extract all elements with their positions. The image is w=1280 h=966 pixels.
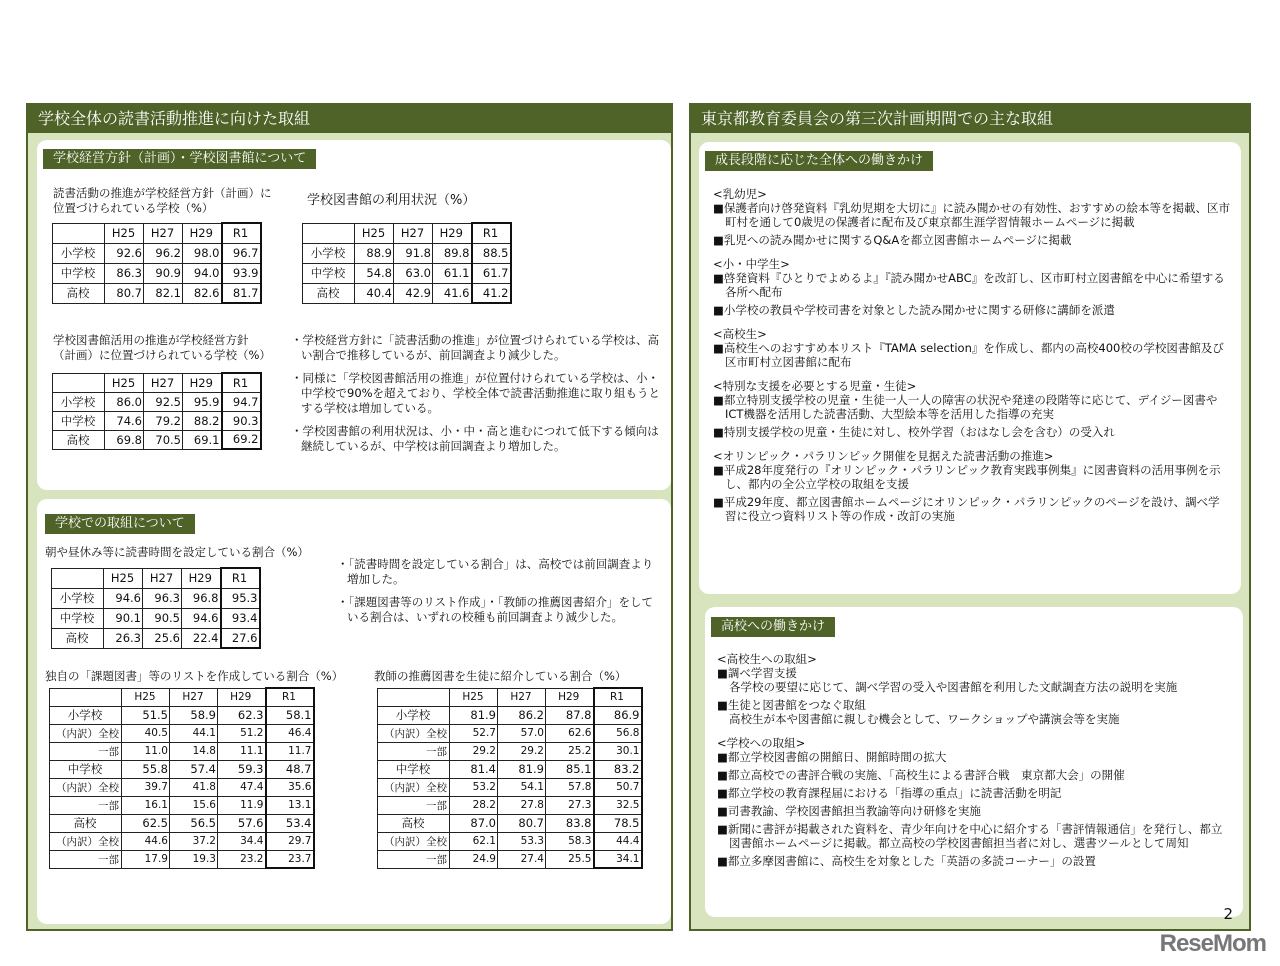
table-caption: 学校図書館の利用状況（%）: [307, 193, 476, 208]
table-cell: 92.5: [144, 392, 183, 411]
table-cell: 58.1: [266, 706, 314, 724]
item-group: [717, 652, 1233, 726]
table-cell: 96.7: [222, 243, 261, 263]
table-cell: 58.9: [170, 706, 218, 724]
table-cell: 30.1: [594, 742, 642, 760]
table-cell: 90.3: [222, 411, 261, 430]
table-cell: 57.4: [170, 760, 218, 778]
table-cell: 86.2: [498, 706, 546, 724]
row-label: 小学校: [378, 706, 450, 724]
table-row: [378, 778, 642, 796]
teacher-recommend-table: [377, 687, 643, 869]
table-cell: 24.9: [450, 850, 498, 868]
table-cell: 90.1: [104, 608, 143, 628]
table-cell: 80.7: [498, 814, 546, 832]
row-label: 一部: [378, 796, 450, 814]
table-cell: 17.9: [122, 850, 170, 868]
resemom-logo: ReseMom: [1159, 930, 1266, 957]
row-label: 高校: [52, 628, 104, 648]
table-cell: 27.4: [498, 850, 546, 868]
table-cell: 15.6: [170, 796, 218, 814]
table-cell: 79.2: [144, 411, 183, 430]
table-cell: 94.6: [182, 608, 221, 628]
left-panel-title: 学校全体の読書活動推進に向けた取組: [28, 105, 671, 133]
table-cell: 62.6: [546, 724, 594, 742]
table-cell: 37.2: [170, 832, 218, 850]
table-cell: 27.6: [221, 628, 260, 648]
row-label: 高校: [50, 814, 122, 832]
table-cell: 11.0: [122, 742, 170, 760]
column-header: [53, 223, 105, 243]
column-header: [52, 568, 104, 588]
table-caption: 学校図書館活用の推進が学校経営方針 （計画）に位置づけられている学校（%）: [53, 333, 271, 362]
table-cell: 52.7: [450, 724, 498, 742]
table-cell: 23.7: [266, 850, 314, 868]
table-cell: 41.2: [472, 283, 511, 303]
column-header: [378, 688, 450, 706]
list-item: ■司書教諭、学校図書館担当教諭等向け研修を実施: [717, 804, 981, 818]
row-label: 一部: [50, 742, 122, 760]
group-heading: <高校生>: [713, 327, 767, 341]
table-row: [378, 796, 642, 814]
list-item: ■特別支援学校の児童・生徒に対し、校外学習（おはなし会を含む）の受入れ: [713, 425, 1115, 439]
table-row: [303, 263, 511, 283]
column-header: H25: [122, 688, 170, 706]
table-cell: 81.4: [450, 760, 498, 778]
high-school-list: [717, 652, 1233, 878]
column-header: H27: [144, 373, 183, 392]
table-cell: 57.6: [218, 814, 266, 832]
table-row: [50, 814, 314, 832]
table-cell: 53.3: [498, 832, 546, 850]
table-cell: 41.8: [170, 778, 218, 796]
row-label: 中学校: [378, 760, 450, 778]
table-row: [53, 283, 261, 303]
table-cell: 87.8: [546, 706, 594, 724]
table-cell: 90.9: [144, 263, 183, 283]
section-tag: 学校経営方針（計画）・学校図書館について: [43, 149, 316, 169]
table-cell: 11.7: [266, 742, 314, 760]
column-header: [53, 373, 105, 392]
table-cell: 13.1: [266, 796, 314, 814]
table-row: [50, 832, 314, 850]
table-caption: 独自の「課題図書」等のリストを作成している割合（%）: [45, 669, 344, 683]
table-cell: 78.5: [594, 814, 642, 832]
column-header: H29: [433, 223, 472, 243]
column-header: H25: [105, 373, 144, 392]
library-policy-table: [52, 372, 262, 450]
table-cell: 53.2: [450, 778, 498, 796]
row-label: 中学校: [53, 411, 105, 430]
table-cell: 58.3: [546, 832, 594, 850]
column-header: H27: [170, 688, 218, 706]
list-item: ■保護者向け啓発資料『乳幼児期を大切に』に読み聞かせの有効性、おすすめの絵本等を掲載、区市町村を通して0歳児の保護者に配布及び東京都生涯学習情報ホームページに掲載: [713, 201, 1230, 229]
table-cell: 74.6: [105, 411, 144, 430]
table-header-row: [303, 223, 511, 243]
table-header-row: [378, 688, 642, 706]
table-cell: 56.8: [594, 724, 642, 742]
table-caption: 朝や昼休み等に読書時間を設定している割合（%）: [45, 545, 309, 559]
group-heading: <オリンピック・パラリンピック開催を見据えた読書活動の推進>: [713, 449, 1054, 463]
table-cell: 51.2: [218, 724, 266, 742]
list-item: ■調べ学習支援 各学校の要望に応じて、調べ学習の受入や図書館を利用した文献調査方法の説明を実施: [717, 666, 1178, 694]
column-header: R1: [222, 223, 261, 243]
table-cell: 40.5: [122, 724, 170, 742]
section-tag: 学校での取組について: [45, 514, 195, 534]
item-group: [713, 449, 1231, 523]
table-cell: 86.3: [105, 263, 144, 283]
table-row: [53, 243, 261, 263]
table-cell: 89.8: [433, 243, 472, 263]
note: ・同様に「学校図書館活用の推進」が位置付けられている学校は、小・中学校で90%を超えており、学校全体で読書活動推進に取り組もうとする学校は増加している。: [291, 371, 661, 415]
table-cell: 82.1: [144, 283, 183, 303]
growth-stage-card: [699, 142, 1241, 594]
table-row: [53, 430, 261, 449]
column-header: H29: [218, 688, 266, 706]
table-cell: 88.9: [355, 243, 394, 263]
table-cell: 26.3: [104, 628, 143, 648]
row-label: 中学校: [50, 760, 122, 778]
table-cell: 80.7: [105, 283, 144, 303]
group-heading: <高校生への取組>: [717, 652, 817, 666]
list-item: ■高校生へのおすすめ本リスト『TAMA selection』を作成し、都内の高校400校の学校図書館及び区市町村立図書館に配布: [713, 341, 1224, 369]
table-cell: 82.6: [183, 283, 222, 303]
table-cell: 69.8: [105, 430, 144, 449]
row-label: 中学校: [52, 608, 104, 628]
book-list-table: [49, 687, 315, 869]
row-label: （内訳）全校: [378, 832, 450, 850]
group-heading: <小・中学生>: [713, 257, 790, 271]
row-label: 高校: [378, 814, 450, 832]
table-cell: 90.5: [143, 608, 182, 628]
table-row: [50, 796, 314, 814]
table-cell: 44.4: [594, 832, 642, 850]
row-label: （内訳）全校: [50, 832, 122, 850]
table-cell: 87.0: [450, 814, 498, 832]
table-cell: 54.1: [498, 778, 546, 796]
table-cell: 63.0: [394, 263, 433, 283]
table-cell: 83.8: [546, 814, 594, 832]
table-cell: 34.1: [594, 850, 642, 868]
list-item: ■都立学校図書館の開館日、開館時間の拡大: [717, 750, 947, 764]
table-header-row: [53, 223, 261, 243]
item-group: [717, 736, 1233, 868]
table-cell: 94.6: [104, 588, 143, 608]
table-cell: 59.3: [218, 760, 266, 778]
table-cell: 25.5: [546, 850, 594, 868]
table-cell: 86.9: [594, 706, 642, 724]
column-header: [303, 223, 355, 243]
table-row: [378, 850, 642, 868]
list-item: ■小学校の教員や学校司書を対象とした読み聞かせに関する研修に講師を派遣: [713, 303, 1115, 317]
table-cell: 28.2: [450, 796, 498, 814]
table-cell: 96.2: [144, 243, 183, 263]
table-caption: 読書活動の推進が学校経営方針（計画）に 位置づけられている学校（%）: [53, 186, 272, 215]
table-row: [378, 760, 642, 778]
table-cell: 81.7: [222, 283, 261, 303]
table-cell: 50.7: [594, 778, 642, 796]
table-header-row: [50, 688, 314, 706]
school-policy-card: [37, 140, 671, 490]
table-cell: 53.4: [266, 814, 314, 832]
table-cell: 29.7: [266, 832, 314, 850]
column-header: H27: [394, 223, 433, 243]
table-cell: 57.0: [498, 724, 546, 742]
table-cell: 94.0: [183, 263, 222, 283]
table-cell: 47.4: [218, 778, 266, 796]
table-cell: 35.6: [266, 778, 314, 796]
table-cell: 91.8: [394, 243, 433, 263]
list-item: ■都立高校での書評合戦の実施、「高校生による書評合戦 東京都大会」の開催: [717, 768, 1125, 782]
row-label: 小学校: [53, 243, 105, 263]
list-item: ■都立多摩図書館に、高校生を対象とした「英語の多読コーナー」の設置: [717, 854, 1096, 868]
table-cell: 11.1: [218, 742, 266, 760]
list-item: ■啓発資料『ひとりでよめるよ』『読み聞かせABC』を改訂し、区市町村立図書館を中心に希望する各所へ配布: [713, 271, 1225, 299]
column-header: H29: [183, 373, 222, 392]
row-label: 一部: [378, 742, 450, 760]
list-item: ■都立学校の教育課程届における「指導の重点」に読書活動を明記: [717, 786, 1062, 800]
table-row: [50, 724, 314, 742]
section-tag: 高校への働きかけ: [711, 617, 835, 637]
left-panel: [26, 103, 673, 931]
section-tag: 成長段階に応じた全体への働きかけ: [705, 151, 933, 171]
row-label: 高校: [53, 430, 105, 449]
row-label: 小学校: [53, 392, 105, 411]
row-label: （内訳）全校: [378, 724, 450, 742]
table-row: [303, 243, 511, 263]
table-cell: 34.4: [218, 832, 266, 850]
list-item: ■平成28年度発行の『オリンピック・パラリンピック教育実践事例集』に図書資料の活用事例を示し、都内の全公立学校の取組を支援: [713, 463, 1221, 491]
right-panel: [689, 103, 1251, 931]
column-header: R1: [594, 688, 642, 706]
table-row: [50, 706, 314, 724]
table-cell: 96.3: [143, 588, 182, 608]
table-row: [52, 628, 260, 648]
row-label: 小学校: [50, 706, 122, 724]
table-cell: 93.4: [221, 608, 260, 628]
table-cell: 83.2: [594, 760, 642, 778]
column-header: H29: [546, 688, 594, 706]
table-cell: 19.3: [170, 850, 218, 868]
list-item: ■乳児への読み聞かせに関するQ&Aを都立図書館ホームページに掲載: [713, 233, 1072, 247]
table-cell: 16.1: [122, 796, 170, 814]
table-header-row: [52, 568, 260, 588]
high-school-card: [705, 607, 1243, 917]
table-cell: 81.9: [498, 760, 546, 778]
column-header: H29: [183, 223, 222, 243]
reading-policy-table: [52, 222, 262, 304]
table-cell: 55.8: [122, 760, 170, 778]
table-cell: 92.6: [105, 243, 144, 263]
table-cell: 62.3: [218, 706, 266, 724]
note: ・学校図書館の利用状況は、小・中・高と進むにつれて低下する傾向は継続しているが、中学校は前回調査より増加した。: [291, 424, 659, 453]
table-cell: 25.2: [546, 742, 594, 760]
item-group: [713, 327, 1231, 369]
row-label: 高校: [53, 283, 105, 303]
row-label: 一部: [50, 850, 122, 868]
column-header: H29: [182, 568, 221, 588]
reading-time-table: [51, 567, 261, 649]
table-row: [378, 742, 642, 760]
row-label: 中学校: [53, 263, 105, 283]
table-cell: 56.5: [170, 814, 218, 832]
column-header: H25: [355, 223, 394, 243]
table-cell: 44.6: [122, 832, 170, 850]
growth-stage-list: [713, 187, 1231, 533]
table-row: [52, 608, 260, 628]
row-label: 中学校: [303, 263, 355, 283]
table-cell: 62.1: [450, 832, 498, 850]
list-item: ■新聞に書評が掲載された資料を、青少年向けを中心に紹介する「書評情報通信」を発行し、都立図書館ホームページに掲載。都立高校の学校図書館担当者に対し、選書ツールとして周知: [717, 822, 1223, 850]
table-cell: 85.1: [546, 760, 594, 778]
table-row: [378, 814, 642, 832]
table-row: [50, 742, 314, 760]
table-cell: 44.1: [170, 724, 218, 742]
item-group: [713, 187, 1231, 247]
table-row: [303, 283, 511, 303]
group-heading: <特別な支援を必要とする児童・生徒>: [713, 379, 917, 393]
list-item: ■平成29年度、都立図書館ホームページにオリンピック・パラリンピックのページを設け、調べ学習に役立つ資料リスト等の作成・改訂の実施: [713, 495, 1220, 523]
table-row: [52, 588, 260, 608]
table-cell: 22.4: [182, 628, 221, 648]
table-row: [378, 832, 642, 850]
table-header-row: [53, 373, 261, 392]
table-cell: 61.1: [433, 263, 472, 283]
library-usage-table: [302, 222, 512, 304]
note: ・「課題図書等のリスト作成」・「教師の推薦図書紹介」をしている割合は、いずれの校種も前回調査より減少した。: [337, 595, 654, 624]
column-header: R1: [266, 688, 314, 706]
right-panel-title: 東京都教育委員会の第三次計画期間での主な取組: [691, 105, 1249, 133]
notes: [337, 557, 659, 633]
table-cell: 96.8: [182, 588, 221, 608]
item-group: [713, 379, 1231, 439]
group-heading: <学校への取組>: [717, 736, 806, 750]
table-cell: 57.8: [546, 778, 594, 796]
table-cell: 27.8: [498, 796, 546, 814]
note: ・学校経営方針に「読書活動の推進」が位置づけられている学校は、高い割合で推移しているが、前回調査より減少した。: [291, 333, 659, 362]
column-header: R1: [222, 373, 261, 392]
table-row: [378, 706, 642, 724]
table-cell: 41.6: [433, 283, 472, 303]
column-header: H25: [105, 223, 144, 243]
table-row: [50, 850, 314, 868]
table-cell: 98.0: [183, 243, 222, 263]
table-cell: 69.2: [222, 430, 261, 449]
column-header: R1: [221, 568, 260, 588]
row-label: 一部: [50, 796, 122, 814]
column-header: H27: [498, 688, 546, 706]
table-cell: 62.5: [122, 814, 170, 832]
row-label: 高校: [303, 283, 355, 303]
table-cell: 51.5: [122, 706, 170, 724]
table-cell: 29.2: [498, 742, 546, 760]
table-cell: 40.4: [355, 283, 394, 303]
table-cell: 95.3: [221, 588, 260, 608]
table-row: [378, 724, 642, 742]
list-item: ■生徒と図書館をつなぐ取組 高校生が本や図書館に親しむ機会として、ワークショップや講演会等を実施: [717, 698, 1120, 726]
table-cell: 95.9: [183, 392, 222, 411]
table-row: [53, 411, 261, 430]
table-row: [50, 760, 314, 778]
table-cell: 93.9: [222, 263, 261, 283]
table-cell: 69.1: [183, 430, 222, 449]
table-cell: 88.5: [472, 243, 511, 263]
table-cell: 23.2: [218, 850, 266, 868]
row-label: （内訳）全校: [378, 778, 450, 796]
table-row: [53, 263, 261, 283]
table-cell: 94.7: [222, 392, 261, 411]
table-cell: 70.5: [144, 430, 183, 449]
column-header: H25: [104, 568, 143, 588]
table-cell: 81.9: [450, 706, 498, 724]
group-heading: <乳幼児>: [713, 187, 767, 201]
row-label: （内訳）全校: [50, 778, 122, 796]
row-label: 小学校: [303, 243, 355, 263]
table-cell: 86.0: [105, 392, 144, 411]
table-cell: 11.9: [218, 796, 266, 814]
page-number: 2: [1223, 905, 1233, 923]
column-header: R1: [472, 223, 511, 243]
column-header: H25: [450, 688, 498, 706]
note: ・「読書時間を設定している割合」は、高校では前回調査より増加した。: [337, 557, 654, 586]
item-group: [713, 257, 1231, 317]
table-cell: 39.7: [122, 778, 170, 796]
table-row: [50, 778, 314, 796]
table-cell: 32.5: [594, 796, 642, 814]
column-header: H27: [143, 568, 182, 588]
column-header: H27: [144, 223, 183, 243]
table-cell: 46.4: [266, 724, 314, 742]
table-cell: 27.3: [546, 796, 594, 814]
table-cell: 42.9: [394, 283, 433, 303]
notes: [291, 333, 663, 462]
table-row: [53, 392, 261, 411]
table-cell: 14.8: [170, 742, 218, 760]
table-cell: 29.2: [450, 742, 498, 760]
table-cell: 88.2: [183, 411, 222, 430]
table-cell: 48.7: [266, 760, 314, 778]
school-efforts-card: [37, 499, 671, 924]
list-item: ■都立特別支援学校の児童・生徒一人一人の障害の状況や発達の段階等に応じて、デイジー図書やICT機器を活用した読書活動、大型絵本等を活用した指導の充実: [713, 393, 1218, 421]
row-label: 一部: [378, 850, 450, 868]
table-caption: 教師の推薦図書を生徒に紹介している割合（%）: [374, 669, 627, 683]
column-header: [50, 688, 122, 706]
table-cell: 54.8: [355, 263, 394, 283]
table-cell: 61.7: [472, 263, 511, 283]
row-label: 小学校: [52, 588, 104, 608]
row-label: （内訳）全校: [50, 724, 122, 742]
table-cell: 25.6: [143, 628, 182, 648]
